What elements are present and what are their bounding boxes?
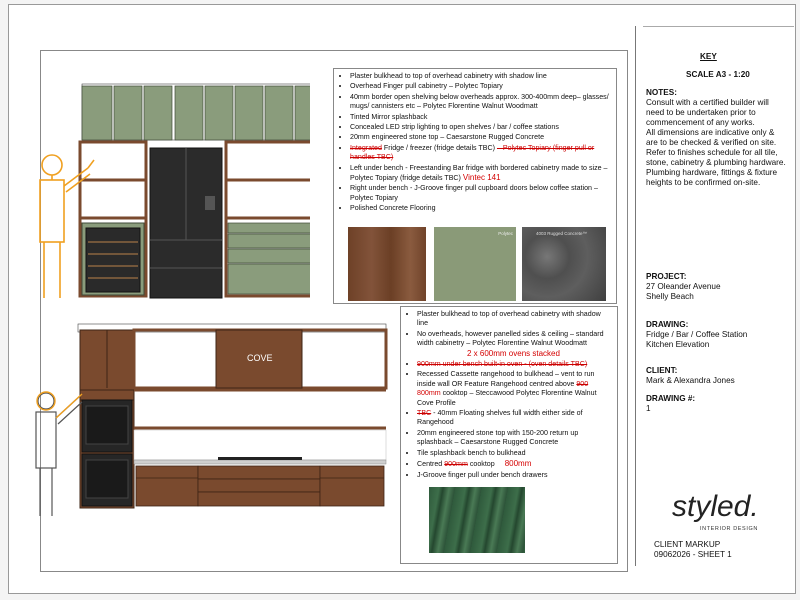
note-text: - 40mm Floating shelves full width either side of Rangehood bbox=[417, 409, 583, 427]
note-text: Left under bench - Freestanding Bar fridge with bordered cabinetry made to size – Polytec Topiary (fridge details TBC) bbox=[350, 163, 608, 183]
drawing-type: Kitchen Elevation bbox=[646, 340, 710, 349]
stone-benchtop bbox=[134, 460, 386, 464]
title-block-top-rule bbox=[643, 26, 794, 27]
struck-text: – Polytec Topiary (finger pull or handles TBC) bbox=[350, 143, 595, 162]
overhead-cabinets bbox=[82, 86, 310, 140]
notes-line: Consult with a certified builder will bbox=[646, 98, 769, 107]
note-item: • Plaster bulkhead to top of overhead cabinetry with shadow line bbox=[417, 310, 613, 329]
notes-line: Refer to finishes schedule for all tile, bbox=[646, 148, 778, 157]
note-item: • Tile splashback bench to bulkhead bbox=[417, 449, 613, 458]
notes-block bbox=[646, 88, 791, 188]
person-figure bbox=[36, 393, 82, 516]
note-item bbox=[417, 409, 613, 428]
bottom-elevation-notes bbox=[400, 306, 618, 564]
cove-label: COVE bbox=[247, 353, 273, 363]
note-item: • Overhead Finger pull cabinetry – Polytec Topiary bbox=[350, 82, 612, 91]
markup-text: 800mm bbox=[417, 389, 441, 398]
floating-shelves bbox=[134, 390, 386, 428]
note-text: cooktop – Steccawood Polytec Florentine Walnut Cove Profile bbox=[417, 389, 597, 407]
swatch-topiary bbox=[434, 227, 516, 301]
bar-fridge bbox=[82, 223, 144, 295]
project-address: 27 Oleander Avenue bbox=[646, 282, 721, 291]
note-item: • 20mm engineered stone top – Caesarstone Rugged Concrete bbox=[350, 133, 612, 142]
note-text: No overheads, however panelled sides & ceiling – standard width cabinetry – Polytec Florentine Walnut Woodmatt bbox=[417, 329, 604, 348]
notes-line: All dimensions are indicative only & bbox=[646, 128, 775, 137]
note-item bbox=[417, 360, 613, 369]
coffee-station-cupboards bbox=[228, 223, 310, 294]
notes-line: are to be checked & verified on site. bbox=[646, 138, 777, 147]
note-item bbox=[417, 330, 613, 359]
note-item: • Plaster bulkhead to top of overhead cabinetry with shadow line bbox=[350, 72, 612, 81]
notes-line: Plumbing hardware, fittings & fixture bbox=[646, 168, 778, 177]
note-item: • Tinted Mirror splashback bbox=[350, 113, 612, 122]
swatch-rugged-concrete bbox=[522, 227, 606, 301]
markup-line2: 09062026 - SHEET 1 bbox=[654, 549, 732, 559]
top-elevation-notes bbox=[333, 68, 617, 304]
note-item: • 20mm engineered stone top with 150-200 return up splashback – Caesarstone Rugged Concrete bbox=[417, 429, 613, 448]
struck-text: TBC bbox=[417, 409, 432, 418]
struck-text: 900mm bbox=[444, 460, 468, 469]
note-item bbox=[417, 370, 613, 408]
logo-script: styled. bbox=[672, 490, 759, 523]
drawing-name: Fridge / Bar / Coffee Station bbox=[646, 330, 748, 339]
note-item: • Concealed LED strip lighting to open shelves / bar / coffee stations bbox=[350, 123, 612, 132]
swatch-label: 4003 Rugged Concrete™ bbox=[536, 231, 588, 236]
styled-logo bbox=[652, 486, 782, 536]
struck-text: Integrated bbox=[350, 143, 382, 152]
note-item: • Right under bench - J-Groove finger pull cupboard doors below coffee station – Polytec Topiary bbox=[350, 184, 612, 203]
drawing-heading: DRAWING: bbox=[646, 320, 689, 329]
logo-subtitle: INTERIOR DESIGN bbox=[700, 526, 758, 532]
client-block bbox=[646, 366, 735, 386]
scale-label: SCALE A3 - 1:20 bbox=[686, 70, 750, 79]
project-block bbox=[646, 272, 721, 302]
oven-tower bbox=[80, 330, 134, 508]
client-name: Mark & Alexandra Jones bbox=[646, 376, 735, 385]
drawing-number-heading: DRAWING #: bbox=[646, 394, 696, 403]
note-text: cooktop bbox=[467, 460, 495, 469]
note-text: Fridge / freezer (fridge details TBC) bbox=[381, 143, 497, 152]
note-item: • 40mm border open shelving below overheads approx. 300-400mm deep– glasses/ mugs/ cannisters etc – Polytec Florentine Walnut Woodmatt bbox=[350, 93, 612, 112]
under-bench-drawers bbox=[136, 466, 384, 506]
client-heading: CLIENT: bbox=[646, 366, 678, 375]
title-block-divider bbox=[635, 26, 636, 566]
swatch-walnut bbox=[348, 227, 426, 301]
notes-heading: NOTES: bbox=[646, 88, 677, 97]
swatch-green-tile bbox=[429, 487, 525, 553]
markup-text: 800mm bbox=[504, 459, 532, 469]
note-item bbox=[350, 144, 612, 163]
notes-line: stone, cabinetry & plumbing hardware. bbox=[646, 158, 786, 167]
note-item: • J-Groove finger pull under bench drawers bbox=[417, 471, 613, 480]
markup-text: Vintec 141 bbox=[462, 173, 501, 183]
notes-line: heights to be confirmed on-site. bbox=[646, 178, 761, 187]
drawing-number-block bbox=[646, 394, 695, 414]
note-item bbox=[350, 164, 612, 184]
drawing-number: 1 bbox=[646, 404, 651, 413]
tile-splashback bbox=[134, 430, 386, 460]
elevation-fridge-bar bbox=[30, 68, 310, 304]
struck-text: 900mm under bench built-in oven - (oven details TBC) bbox=[417, 360, 588, 369]
drawing-block bbox=[646, 320, 747, 350]
notes-line: commencement of any works. bbox=[646, 118, 755, 127]
project-suburb: Shelly Beach bbox=[646, 292, 694, 301]
cooktop bbox=[218, 457, 302, 460]
swatch-label: Polytec bbox=[498, 231, 513, 236]
key-title: KEY bbox=[700, 52, 717, 61]
note-item: • Polished Concrete Flooring bbox=[350, 204, 612, 213]
markup-text: 2 x 600mm ovens stacked bbox=[467, 348, 560, 358]
client-markup-stamp bbox=[654, 540, 732, 559]
fridge-freezer bbox=[150, 148, 222, 298]
person-figure-highlight bbox=[37, 392, 82, 418]
note-text: Recessed Cassette rangehood to bulkhead – vent to run inside wall OR Feature Rangehood centred above bbox=[417, 370, 595, 388]
markup-line1: CLIENT MARKUP bbox=[654, 540, 721, 549]
note-item bbox=[417, 459, 613, 469]
note-text: Centred bbox=[417, 460, 445, 469]
struck-text: 900 bbox=[576, 379, 589, 388]
notes-line: need to be undertaken prior to bbox=[646, 108, 756, 117]
elevation-kitchen bbox=[30, 318, 392, 566]
project-heading: PROJECT: bbox=[646, 272, 687, 281]
